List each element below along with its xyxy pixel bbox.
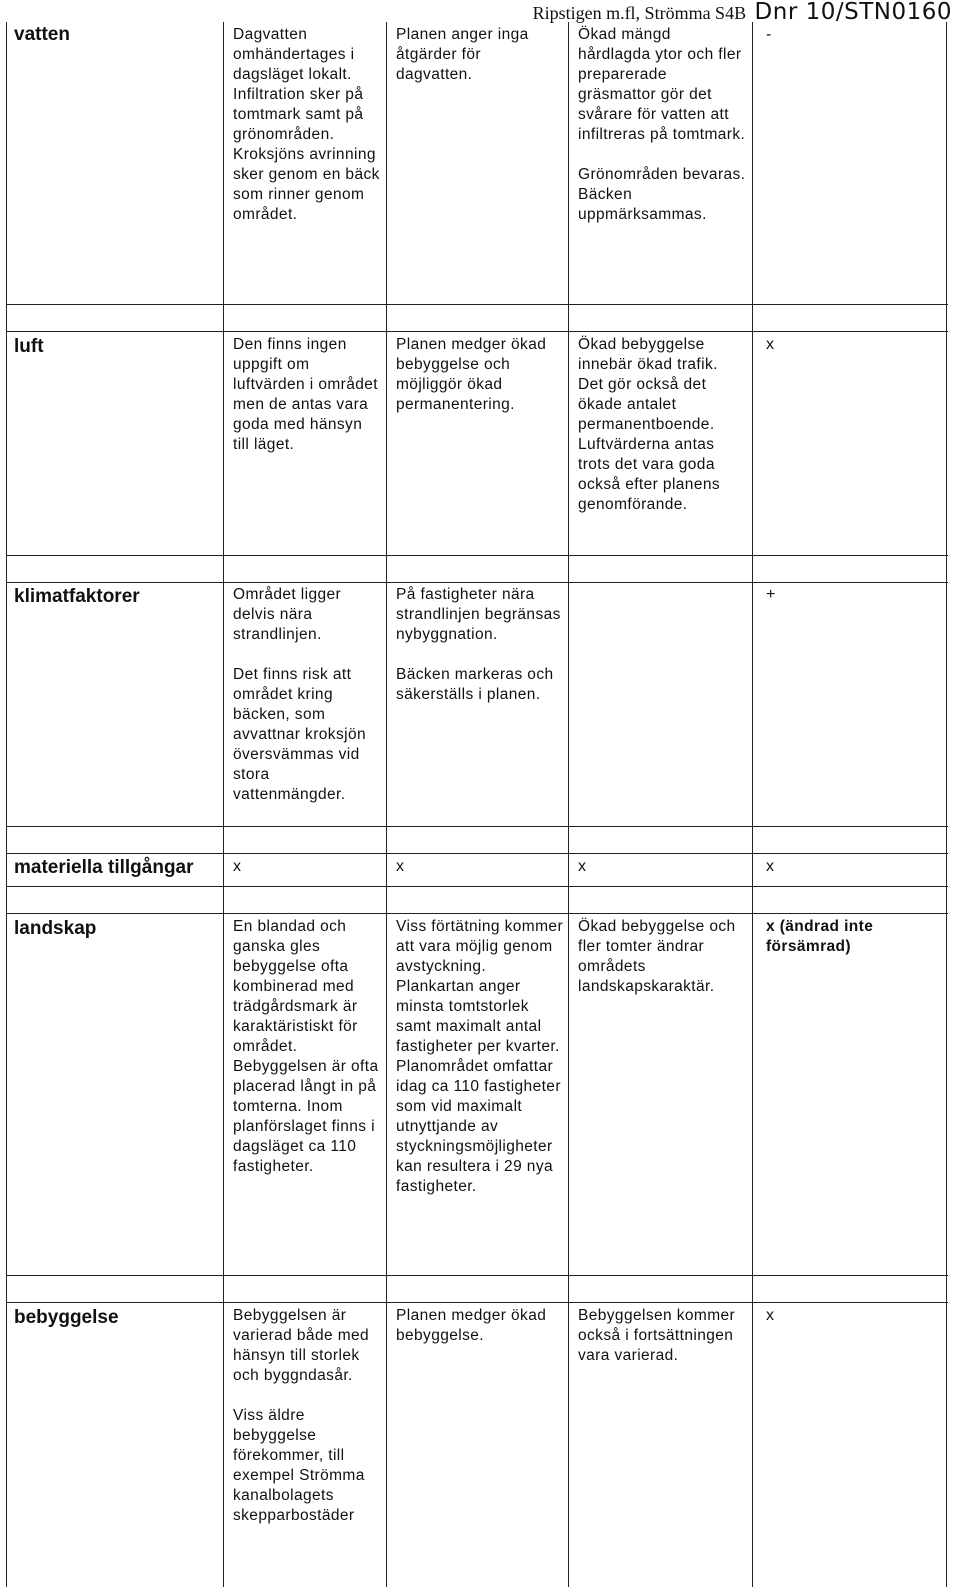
plan-proposal-cell [396, 1306, 562, 1346]
row-divider [6, 913, 948, 914]
row-heading-landskap: landskap [14, 918, 97, 939]
cell-text: Ökad bebyggelse innebär ökad trafik. Det gör också det ökade antalet permanentboende. Luftvärderna antas trots det vara goda också efter planens genomförande. [578, 336, 721, 513]
cell-text: Bäcken markeras och säkerställs i planen. [396, 666, 554, 703]
assessment-mark: + [766, 586, 776, 603]
cell-text: Dagvatten omhändertages i dagsläget lokalt. Infiltration sker på tomtmark samt på grönområden. Kroksjöns avrinning sker genom en bäck som rinner genom området. [233, 26, 380, 223]
current-state-cell [233, 335, 381, 455]
plan-proposal-cell: x [396, 858, 405, 875]
row-divider [6, 1302, 948, 1303]
row-heading-luft: luft [14, 336, 44, 357]
cell-text: Grönområden bevaras. Bäcken uppmärksammas. [578, 166, 746, 223]
row-divider [6, 582, 948, 583]
current-state-cell [233, 25, 381, 225]
current-state-cell [233, 585, 381, 805]
row-divider [6, 331, 948, 332]
diary-number: Dnr 10/STN0160 [754, 0, 952, 25]
assessment-mark: x [766, 336, 775, 353]
cell-text: Planen medger ökad bebyggelse. [396, 1307, 547, 1344]
cell-text: Bebyggelsen kommer också i fortsättningen vara varierad. [578, 1307, 736, 1364]
row-divider [6, 826, 948, 827]
column-divider [752, 22, 753, 1587]
cell-text: Viss äldre bebyggelse förekommer, till exempel Strömma kanalbolagets skepparbostäder [233, 1407, 365, 1524]
assessment-mark: x [766, 858, 775, 875]
row-heading-klimatfaktorer: klimatfaktorer [14, 586, 140, 607]
page-header [533, 0, 952, 24]
consequence-cell [578, 917, 746, 997]
row-divider [6, 853, 948, 854]
table-border-left [6, 22, 7, 1587]
column-divider [568, 22, 569, 1587]
plan-proposal-cell [396, 917, 564, 1197]
column-divider [386, 22, 387, 1587]
cell-text: Planen anger inga åtgärder för dagvatten. [396, 26, 529, 83]
cell-text: Det finns risk att området kring bäcken, som avvattnar kroksjön översvämmas vid stora vattenmängder. [233, 666, 366, 803]
row-divider [6, 1275, 948, 1276]
current-state-cell [233, 917, 381, 1177]
plan-proposal-cell [396, 335, 562, 415]
cell-text: På fastigheter nära strandlinjen begränsas nybyggnation. [396, 586, 561, 643]
cell-text: En blandad och ganska gles bebyggelse ofta kombinerad med trädgårdsmark är karaktäristiskt för området. Bebyggelsen är ofta placerad långt in på tomterna. Inom planförslaget finns i dagsläget ca 110 fastigheter. [233, 918, 379, 1175]
row-divider [6, 304, 948, 305]
cell-text: Planen medger ökad bebyggelse och möjliggör ökad permanentering. [396, 336, 547, 413]
table-border-right [946, 22, 947, 1587]
row-heading-bebyggelse: bebyggelse [14, 1307, 119, 1328]
current-state-cell [233, 1306, 381, 1526]
cell-text: Den finns ingen uppgift om luftvärden i området men de antas vara goda med hänsyn till läget. [233, 336, 378, 453]
consequence-cell [578, 335, 746, 515]
plan-proposal-cell [396, 25, 562, 85]
assessment-mark: x (ändrad inte försämrad) [766, 918, 874, 955]
column-divider [223, 22, 224, 1587]
cell-text: Bebyggelsen är varierad både med hänsyn till storlek och byggndasår. [233, 1307, 370, 1384]
row-heading-vatten: vatten [14, 24, 70, 45]
current-state-cell: x [233, 858, 242, 875]
row-divider [6, 886, 948, 887]
location-label: Ripstigen m.fl, Strömma S4B [532, 3, 747, 23]
consequence-cell [578, 1306, 746, 1366]
row-divider [6, 555, 948, 556]
consequence-cell: x [578, 858, 587, 875]
assessment-mark: - [766, 26, 772, 43]
cell-text: Viss förtätning kommer att vara möjlig genom avstyckning. Plankartan anger minsta tomtstorlek samt maximalt antal fastigheter per kvarter. Planområdet omfattar idag ca 110 fastigheter som vid maximalt utnyttjande av styckningsmöjligheter kan resultera i 29 nya fastigheter. [396, 918, 564, 1195]
cell-text: Ökad mängd hårdlagda ytor och fler preparerade gräsmattor gör det svårare för vatten att infiltreras på tomtmark. [578, 26, 746, 143]
row-heading-materiella-tillgangar: materiella tillgångar [14, 857, 194, 878]
assessment-mark: x [766, 1307, 775, 1324]
consequence-cell [578, 25, 746, 225]
plan-proposal-cell [396, 585, 562, 705]
cell-text: Ökad bebyggelse och fler tomter ändrar områdets landskapskaraktär. [578, 918, 736, 995]
cell-text: Området ligger delvis nära strandlinjen. [233, 586, 342, 643]
